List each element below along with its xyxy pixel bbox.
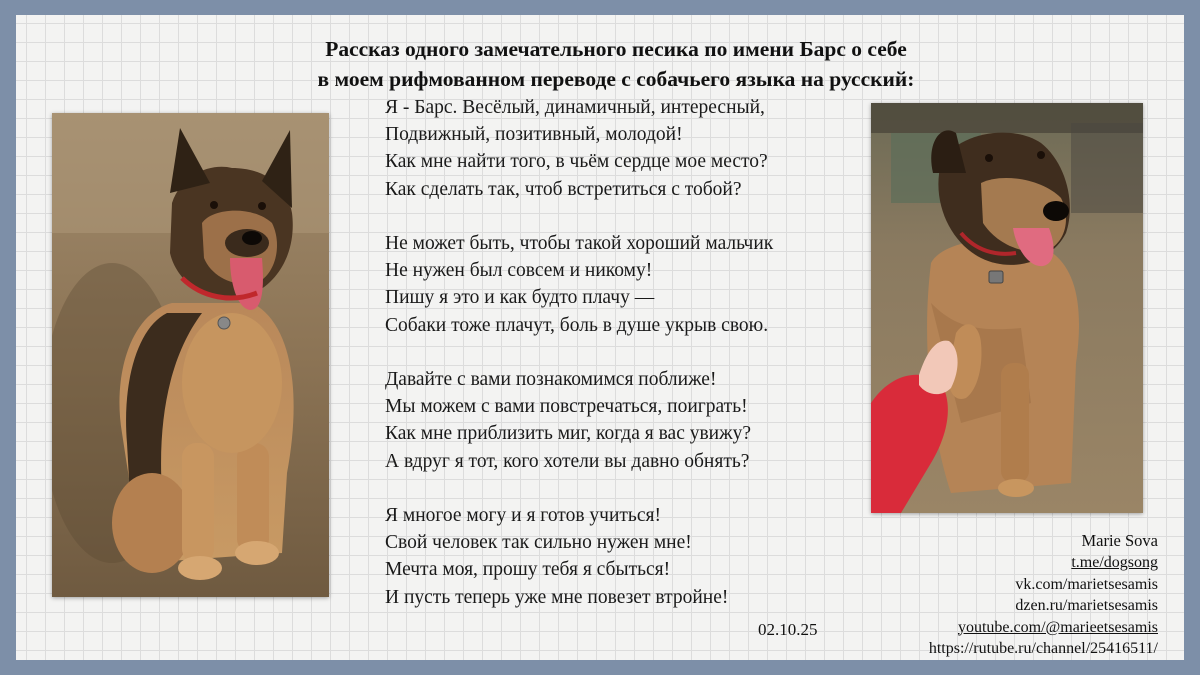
poem-line: Мечта моя, прошу тебя я сбыться! (385, 559, 671, 581)
poem-line: Как мне найти того, в чьём сердце мое место? (385, 151, 768, 173)
poem-line: Собаки тоже плачут, боль в душе укрыв свою. (385, 314, 769, 336)
telegram-link[interactable]: t.me/dogsong (1071, 554, 1158, 572)
poem-line: А вдруг я тот, кого хотели вы давно обнять? (385, 450, 750, 472)
author-credits (929, 530, 1158, 659)
rutube-link[interactable]: https://rutube.ru/channel/25416511/ (928, 640, 1158, 658)
dog-sitting-illustration (52, 113, 329, 597)
dog-giving-paw-photo (871, 103, 1143, 513)
poem-stanza-2 (385, 230, 855, 339)
poem-line: Как мне приблизить миг, когда я вас увижу? (385, 423, 751, 445)
poem-line: Не может быть, чтобы такой хороший мальчик (385, 233, 774, 254)
poem-stanza-3 (385, 366, 855, 475)
poem-line: Не нужен был совсем и никому! (385, 260, 653, 282)
dzen-link[interactable]: dzen.ru/marietsesamis (1015, 597, 1158, 615)
page-title (0, 34, 1200, 94)
poem (385, 94, 855, 638)
youtube-link[interactable]: youtube.com/@marieetsesamis (957, 618, 1158, 636)
poem-line: И пусть теперь уже мне повезет втройне! (385, 586, 729, 608)
poem-line: Подвижный, позитивный, молодой! (385, 124, 683, 146)
dog-sitting-photo (52, 113, 329, 597)
poem-line: Давайте с вами познакомимся поближе! (385, 369, 717, 390)
author-name: Marie Sova (1081, 531, 1158, 550)
date-label: 02.10.25 (758, 620, 818, 639)
dog-paw-illustration (871, 103, 1143, 513)
vk-link[interactable]: vk.com/marietsesamis (1015, 575, 1158, 593)
poem-line: Как сделать так, чтоб встретиться с тобой? (385, 178, 742, 200)
poem-line: Я - Барс. Весёлый, динамичный, интересный, (385, 97, 765, 118)
poem-line: Мы можем с вами повстречаться, поиграть! (385, 396, 748, 418)
poem-line: Свой человек так сильно нужен мне! (385, 532, 692, 554)
poem-stanza-1 (385, 94, 855, 203)
poem-line: Пишу я это и как будто плачу — (385, 287, 655, 309)
poem-stanza-4 (385, 502, 855, 611)
title-line-1: Рассказ одного замечательного песика по имени Барс о себе (325, 37, 907, 61)
title-line-2: в моем рифмованном переводе с собачьего языка на русский: (317, 67, 915, 91)
poem-line: Я многое могу и я готов учиться! (385, 505, 661, 526)
